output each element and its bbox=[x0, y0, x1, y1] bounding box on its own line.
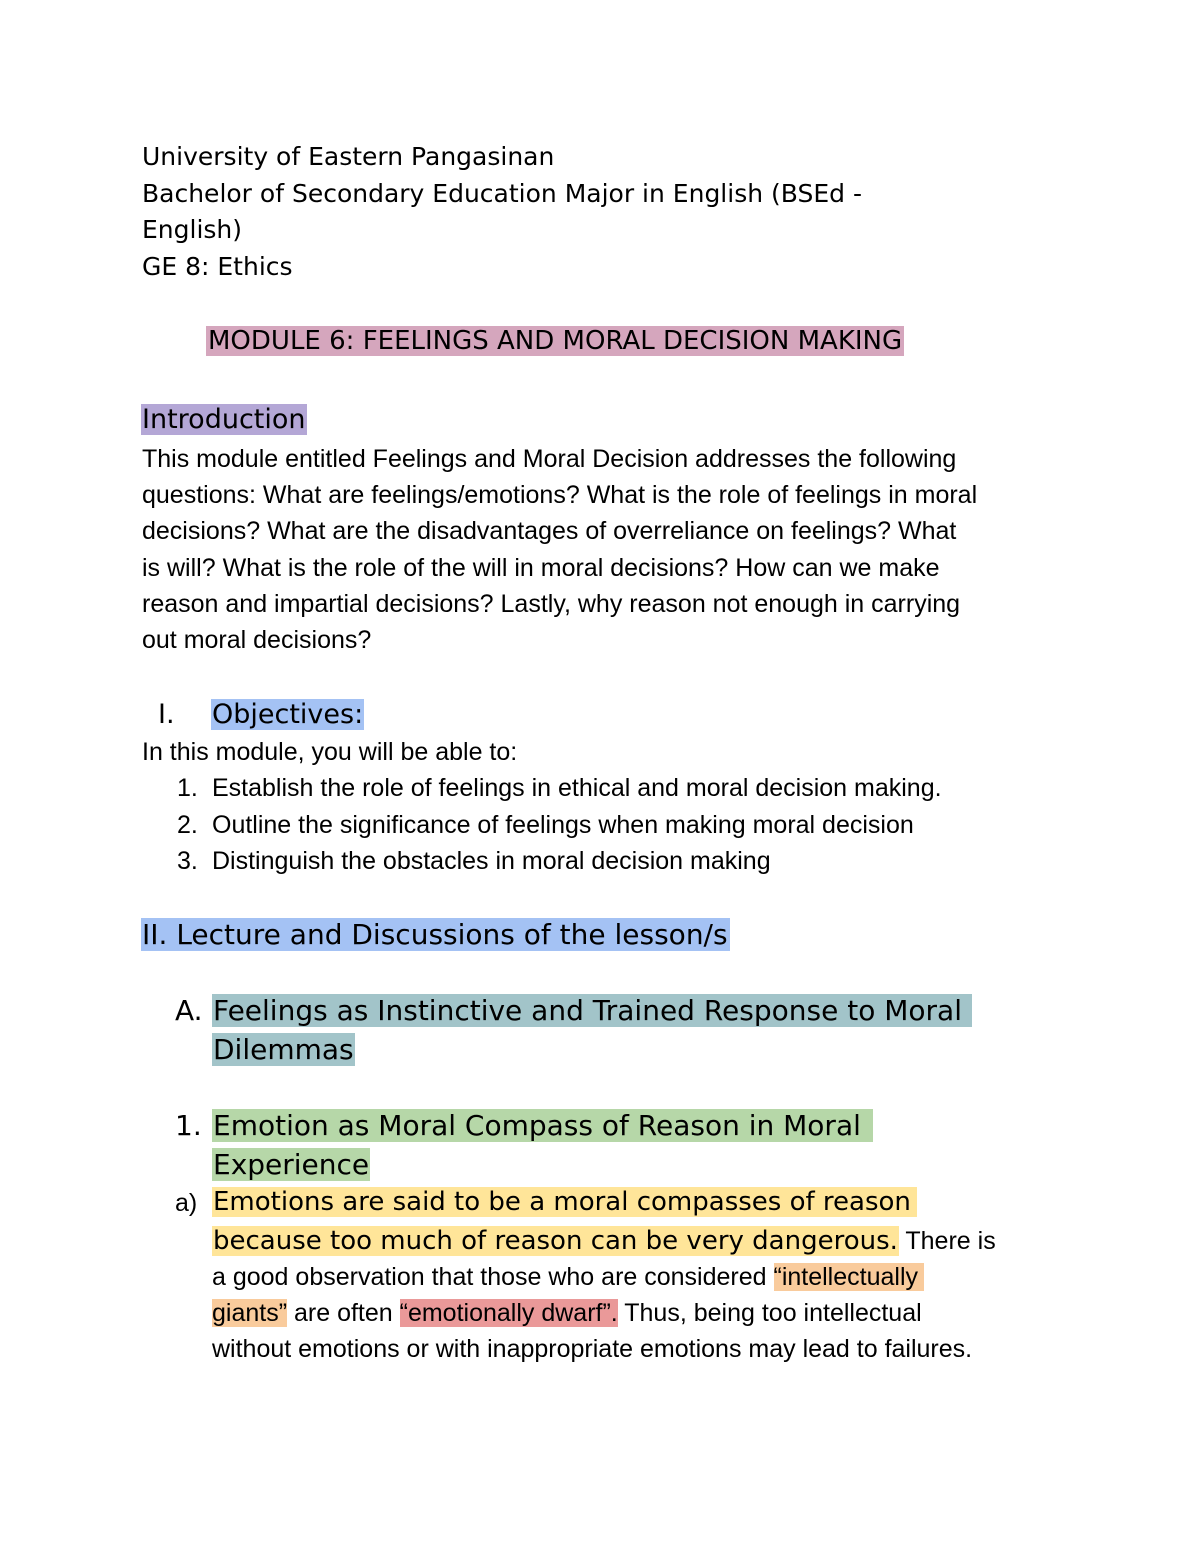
item-a-emotionally-dwarf-highlight: “emotionally dwarf”. bbox=[399, 1299, 618, 1327]
intro-line-2: questions: What are feelings/emotions? What is the role of feelings in moral bbox=[142, 481, 978, 509]
objectives-heading-wrap bbox=[211, 696, 364, 734]
item-a-line-2 bbox=[212, 1222, 996, 1260]
program-line-1: Bachelor of Secondary Education Major in English (BSEd - bbox=[142, 179, 862, 208]
item-a-line-2-rest: There is bbox=[898, 1227, 996, 1255]
objective-3-text: Distinguish the obstacles in moral decision making bbox=[212, 847, 771, 875]
item-a-marker: a) bbox=[175, 1189, 198, 1217]
item-a-giants-highlight: giants” bbox=[212, 1299, 288, 1327]
subsection-1-line-2-wrap bbox=[212, 1145, 370, 1184]
subsection-1-title-line-1: Emotion as Moral Compass of Reason in Moral bbox=[212, 1109, 873, 1142]
section-a-line-1-wrap bbox=[212, 991, 972, 1030]
subsection-1-title-line-2: Experience bbox=[213, 1148, 370, 1181]
lecture-heading-wrap bbox=[141, 915, 730, 954]
subsection-1-number: 1. bbox=[175, 1109, 202, 1142]
item-a-highlight-line-2: because too much of reason can be very dangerous. bbox=[213, 1226, 898, 1256]
intro-line-5: reason and impartial decisions? Lastly, why reason not enough in carrying bbox=[142, 590, 961, 618]
item-a-intellectually-highlight: “intellectually bbox=[774, 1263, 925, 1291]
intro-line-1: This module entitled Feelings and Moral Decision addresses the following bbox=[142, 445, 957, 473]
subsection-1-line-1-wrap bbox=[212, 1106, 873, 1145]
module-title: MODULE 6: FEELINGS AND MORAL DECISION MAKING bbox=[208, 326, 903, 356]
course-title: GE 8: Ethics bbox=[142, 252, 293, 281]
introduction-heading: Introduction bbox=[142, 404, 306, 435]
item-a-line-3 bbox=[212, 1259, 924, 1295]
objective-1-number: 1. bbox=[177, 774, 198, 802]
objective-1-text: Establish the role of feelings in ethical and moral decision making. bbox=[212, 774, 942, 802]
section-a-line-2-wrap bbox=[212, 1030, 355, 1069]
university-name: University of Eastern Pangasinan bbox=[142, 142, 555, 171]
lecture-heading: II. Lecture and Discussions of the lesson/s bbox=[142, 918, 728, 951]
intro-line-6: out moral decisions? bbox=[142, 626, 372, 654]
intro-line-4: is will? What is the role of the will in moral decisions? How can we make bbox=[142, 554, 940, 582]
objective-2-number: 2. bbox=[177, 811, 198, 839]
module-title-wrap bbox=[206, 322, 904, 360]
objectives-lead: In this module, you will be able to: bbox=[142, 738, 518, 766]
section-a-title-line-1: Feelings as Instinctive and Trained Response to Moral bbox=[212, 994, 972, 1027]
item-a-line-4-mid: are often bbox=[287, 1299, 400, 1327]
intro-heading-wrap bbox=[141, 401, 307, 439]
item-a-line-5: without emotions or with inappropriate emotions may lead to failures. bbox=[212, 1335, 973, 1363]
item-a-line-1 bbox=[212, 1184, 917, 1221]
item-a-highlight-line-1: Emotions are said to be a moral compasses of reason bbox=[212, 1187, 917, 1217]
objectives-heading: Objectives: bbox=[212, 699, 364, 730]
objective-3-number: 3. bbox=[177, 847, 198, 875]
intro-line-3: decisions? What are the disadvantages of overreliance on feelings? What bbox=[142, 517, 957, 545]
program-line-2: English) bbox=[142, 215, 243, 244]
item-a-line-4 bbox=[212, 1295, 922, 1331]
objective-2-text: Outline the significance of feelings when making moral decision bbox=[212, 811, 914, 839]
section-a-letter: A. bbox=[175, 994, 203, 1027]
item-a-line-3-text: a good observation that those who are considered bbox=[212, 1263, 774, 1291]
section-a-title-line-2: Dilemmas bbox=[213, 1033, 354, 1066]
item-a-line-4-rest: Thus, being too intellectual bbox=[617, 1299, 922, 1327]
objectives-numeral: I. bbox=[158, 699, 175, 730]
